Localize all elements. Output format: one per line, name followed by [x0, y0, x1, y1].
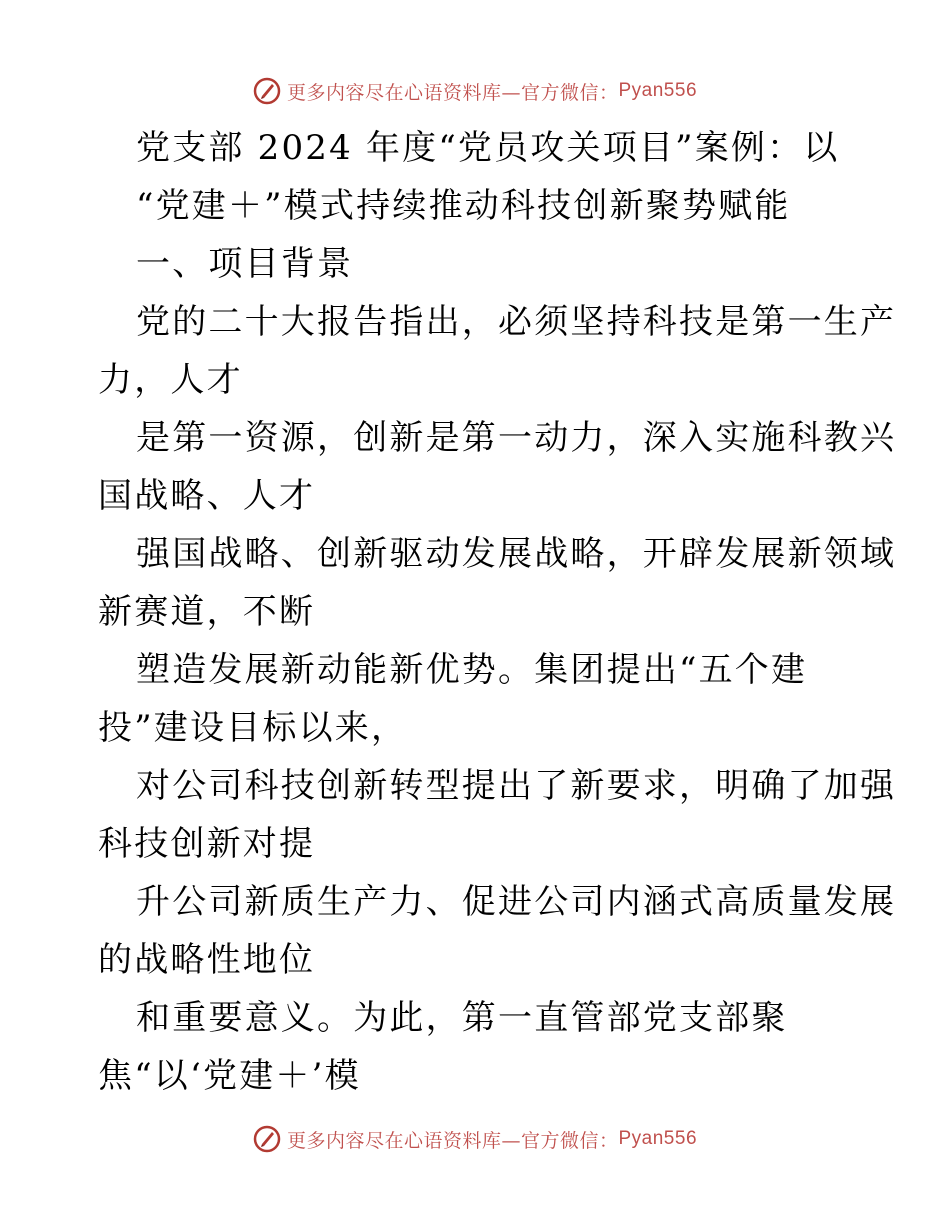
pen-logo-icon — [253, 77, 281, 105]
watermark-text: 更多内容尽在心语资料库—官方微信： — [286, 1129, 619, 1152]
footer-watermark — [0, 1122, 950, 1156]
watermark-wechat-id: Pyan556 — [618, 1128, 698, 1149]
watermark-wechat-id: Pyan556 — [618, 80, 698, 101]
section-heading: 一、项目背景 — [136, 244, 354, 284]
pen-logo-icon — [253, 1125, 281, 1153]
paragraph-line: 焦“以‘党建＋’模 — [98, 1056, 361, 1096]
title-line-2: “党建＋”模式持续推动科技创新聚势赋能 — [136, 186, 791, 226]
paragraph-line: 强国战略、创新驱动发展战略，开辟发展新领域 — [136, 534, 897, 574]
paragraph-line: 塑造发展新动能新优势。集团提出“五个建 — [136, 650, 808, 690]
paragraph-line: 对公司科技创新转型提出了新要求，明确了加强 — [136, 766, 897, 806]
paragraph-line: 党的二十大报告指出，必须坚持科技是第一生产 — [136, 302, 897, 342]
header-watermark — [0, 74, 950, 108]
paragraph-line: 新赛道，不断 — [98, 592, 316, 632]
paragraph-line: 和重要意义。为此，第一直管部党支部聚 — [136, 998, 788, 1038]
paragraph-line: 投”建设目标以来， — [98, 708, 408, 748]
title-line-1: 党支部 2024 年度“党员攻关项目”案例：以 — [136, 128, 840, 168]
paragraph-line: 国战略、人才 — [98, 476, 316, 516]
paragraph-line: 升公司新质生产力、促进公司内涵式高质量发展 — [136, 882, 897, 922]
paragraph-line: 的战略性地位 — [98, 940, 316, 980]
paragraph-line: 科技创新对提 — [98, 824, 316, 864]
watermark-text: 更多内容尽在心语资料库—官方微信： — [286, 81, 619, 104]
paragraph-line: 力，人才 — [98, 360, 243, 400]
paragraph-line: 是第一资源，创新是第一动力，深入实施科教兴 — [136, 418, 897, 458]
